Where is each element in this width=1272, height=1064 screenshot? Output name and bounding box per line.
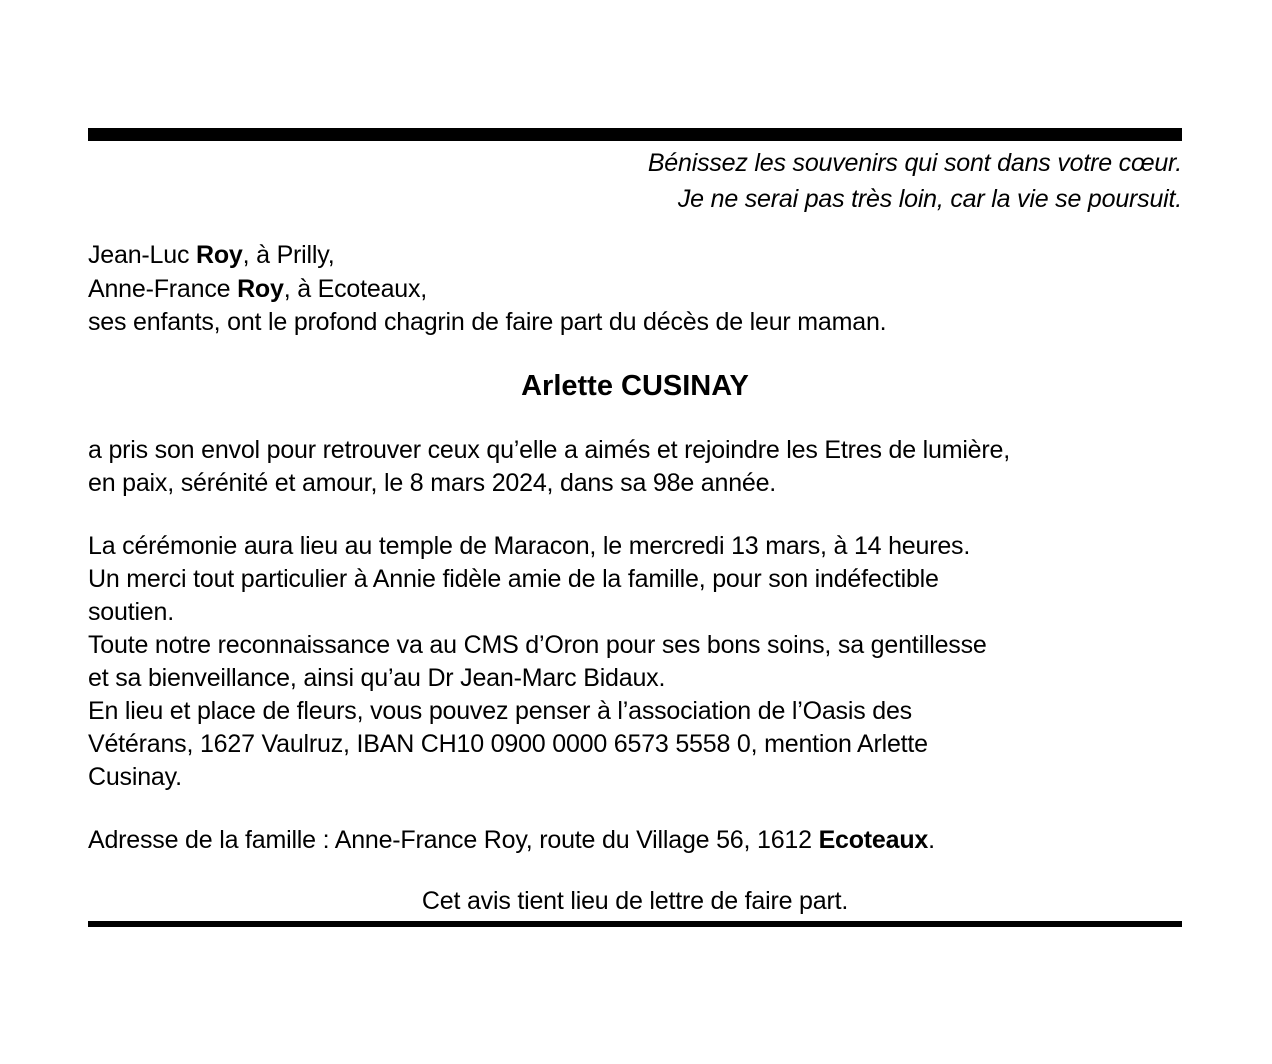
family-surname: Roy xyxy=(196,241,243,269)
family-member-line xyxy=(88,239,1182,273)
deceased-name: Arlette CUSINAY xyxy=(521,369,749,402)
detail-line: Vétérans, 1627 Vaulruz, IBAN CH10 0900 0000 6573 5558 0, mention Arlette xyxy=(88,729,928,758)
top-rule xyxy=(88,128,1182,141)
text-segment: Anne-France xyxy=(88,274,238,303)
announcement-line: a pris son envol pour retrouver ceux qu’elle a aimés et rejoindre les Etres de lumière, xyxy=(88,435,1010,464)
detail-line: soutien. xyxy=(88,597,174,626)
details-block xyxy=(88,530,1182,794)
announcement-block xyxy=(88,434,1182,501)
family-member-line xyxy=(88,273,1182,307)
text-segment: Jean-Luc xyxy=(88,241,196,269)
text-segment: , à Prilly, xyxy=(242,241,335,269)
address-locality: Ecoteaux xyxy=(818,825,929,854)
epigraph-line-1: Bénissez les souvenirs qui sont dans votre cœur. xyxy=(647,149,1182,177)
detail-line: En lieu et place de fleurs, vous pouvez penser à l’association de l’Oasis des xyxy=(88,696,912,725)
epigraph xyxy=(88,145,1182,217)
family-address-line xyxy=(88,824,1182,857)
announcement-line: en paix, sérénité et amour, le 8 mars 2024, dans sa 98e année. xyxy=(88,469,777,497)
closing-statement: Cet avis tient lieu de lettre de faire part. xyxy=(421,886,849,915)
family-surname: Roy xyxy=(237,274,284,303)
bottom-rule xyxy=(88,921,1182,927)
detail-line: Cusinay. xyxy=(88,762,182,791)
detail-line: Toute notre reconnaissance va au CMS d’Oron pour ses bons soins, sa gentillesse xyxy=(88,630,987,659)
detail-line: Un merci tout particulier à Annie fidèle amie de la famille, pour son indéfectible xyxy=(88,564,939,593)
detail-line: La cérémonie aura lieu au temple de Maracon, le mercredi 13 mars, à 14 heures. xyxy=(88,531,971,560)
notice-content xyxy=(88,0,1182,927)
text-segment: . xyxy=(928,825,935,854)
text-segment: , à Ecoteaux, xyxy=(283,274,428,303)
family-closing-line: ses enfants, ont le profond chagrin de faire part du décès de leur maman. xyxy=(88,308,887,336)
epigraph-line-2: Je ne serai pas très loin, car la vie se poursuit. xyxy=(677,185,1182,213)
text-segment: Adresse de la famille : Anne-France Roy, route du Village 56, 1612 xyxy=(88,825,819,854)
family-block xyxy=(88,239,1182,340)
detail-line: et sa bienveillance, ainsi qu’au Dr Jean-Marc Bidaux. xyxy=(88,663,666,692)
